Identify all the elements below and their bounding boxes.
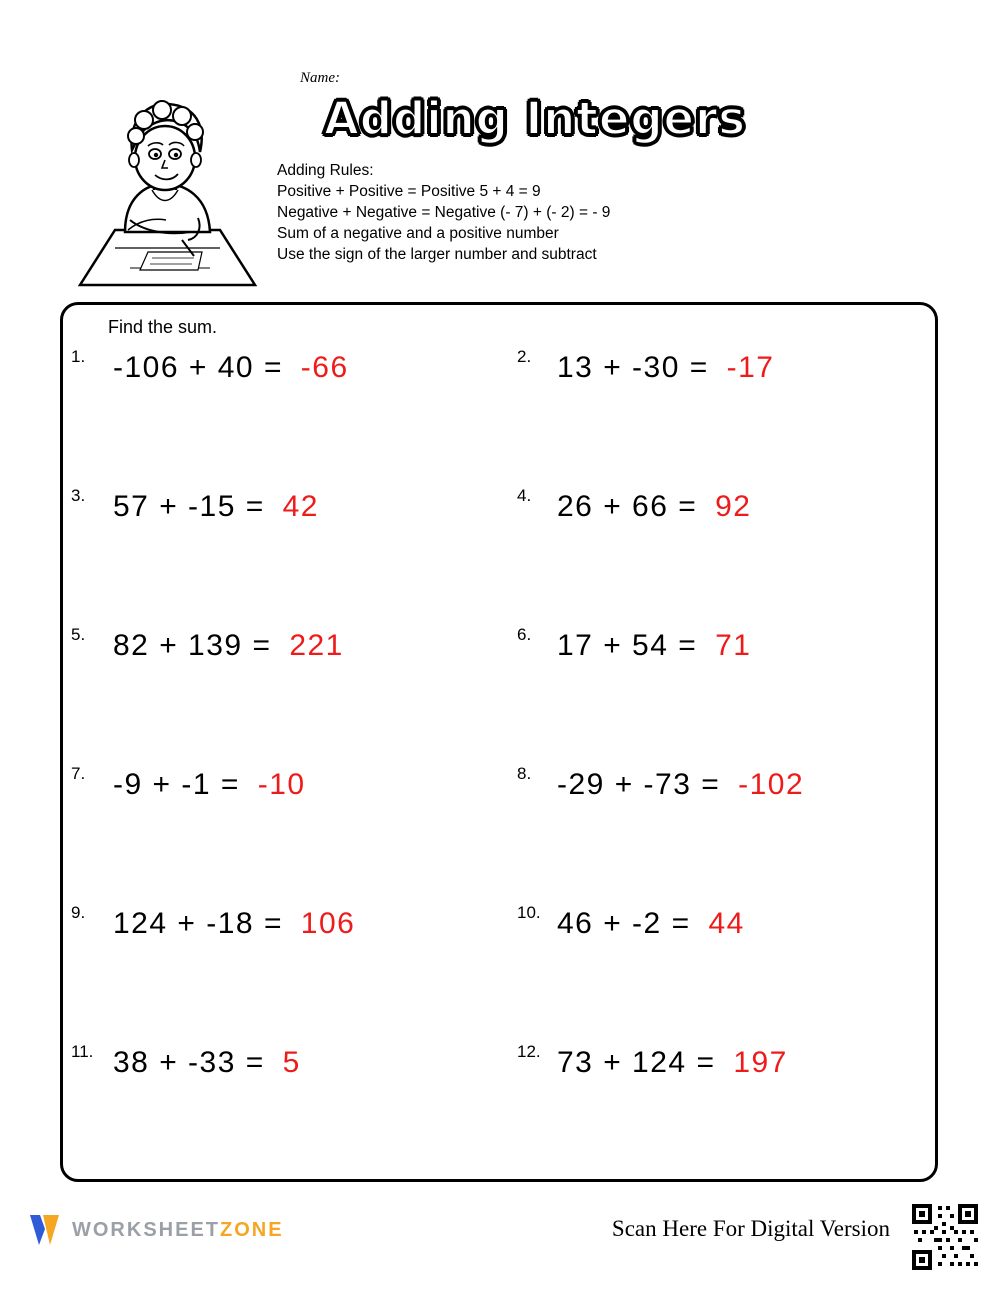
problem-answer: 5 xyxy=(282,1046,301,1079)
name-label: Name: xyxy=(300,70,340,86)
problem-answer: 44 xyxy=(708,907,745,940)
problem-expression xyxy=(557,351,774,385)
v-logo-icon xyxy=(28,1212,62,1248)
problem-number: 6. xyxy=(517,625,532,644)
problem-answer: 106 xyxy=(300,907,356,940)
problem-grid xyxy=(63,343,935,1177)
student-writing-illustration xyxy=(70,80,260,295)
problem-expression xyxy=(113,629,344,663)
problem-item xyxy=(63,482,499,621)
problem-answer: -10 xyxy=(257,768,306,801)
problem-answer: 42 xyxy=(282,490,319,523)
expression-text: 17 + 54 = xyxy=(557,629,708,662)
problem-answer: 92 xyxy=(715,490,752,523)
problem-item xyxy=(499,899,935,1038)
rule-line: Positive + Positive = Positive 5 + 4 = 9 xyxy=(277,183,541,200)
problem-answer: -17 xyxy=(726,351,775,384)
instruction-text: Find the sum. xyxy=(108,317,218,337)
expression-text: -29 + -73 = xyxy=(557,768,731,801)
expression-text: -9 + -1 = xyxy=(113,768,250,801)
expression-text: 57 + -15 = xyxy=(113,490,275,523)
expression-text: 73 + 124 = xyxy=(557,1046,726,1079)
worksheet-header xyxy=(60,60,940,290)
expression-text: 13 + -30 = xyxy=(557,351,719,384)
problem-answer: -66 xyxy=(300,351,349,384)
problem-expression xyxy=(113,768,306,802)
problem-number: 2. xyxy=(517,347,532,366)
rule-line: Sum of a negative and a positive number xyxy=(277,225,559,242)
page-title: Adding Integers xyxy=(323,92,747,145)
logo-word-worksheet: WORKSHEET xyxy=(72,1218,220,1241)
problem-item xyxy=(63,621,499,760)
problem-number: 10. xyxy=(517,903,541,922)
problem-item xyxy=(499,760,935,899)
problem-answer: 197 xyxy=(733,1046,788,1079)
problem-answer: -102 xyxy=(738,768,805,801)
expression-text: 82 + 139 = xyxy=(113,629,282,662)
adding-rules xyxy=(277,160,610,265)
problem-item xyxy=(63,899,499,1038)
problem-number: 9. xyxy=(71,903,86,922)
problem-expression xyxy=(557,768,804,802)
problem-item xyxy=(499,482,935,621)
problem-expression xyxy=(113,351,349,385)
worksheet-zone-logo[interactable] xyxy=(28,1212,284,1248)
expression-text: 124 + -18 = xyxy=(113,907,293,940)
rule-line: Negative + Negative = Negative (- 7) + (- 2) = - 9 xyxy=(277,204,611,221)
problem-number: 4. xyxy=(517,486,532,505)
problem-item xyxy=(499,1038,935,1177)
scan-instruction: Scan Here For Digital Version xyxy=(611,1216,890,1241)
logo-text xyxy=(72,1219,284,1242)
expression-text: 38 + -33 = xyxy=(113,1046,275,1079)
logo-word-zone: ZONE xyxy=(220,1218,284,1241)
problem-expression xyxy=(113,907,355,941)
problem-expression xyxy=(557,490,752,524)
problem-number: 11. xyxy=(71,1042,94,1061)
problem-expression xyxy=(557,1046,788,1080)
problem-item xyxy=(63,343,499,482)
rule-line: Use the sign of the larger number and subtract xyxy=(277,246,597,263)
problem-number: 7. xyxy=(71,764,86,783)
problem-expression xyxy=(113,1046,301,1080)
problem-item xyxy=(499,343,935,482)
problem-expression xyxy=(113,490,319,524)
problem-answer: 221 xyxy=(289,629,344,662)
problem-item xyxy=(63,760,499,899)
problem-item xyxy=(63,1038,499,1177)
rules-heading: Adding Rules: xyxy=(277,162,374,179)
problem-number: 1. xyxy=(71,347,86,366)
problem-expression xyxy=(557,907,745,941)
problem-number: 5. xyxy=(71,625,86,644)
expression-text: -106 + 40 = xyxy=(113,351,293,384)
problem-expression xyxy=(557,629,752,663)
problem-answer: 71 xyxy=(715,629,752,662)
problem-item xyxy=(499,621,935,760)
worksheet-body xyxy=(60,302,938,1182)
expression-text: 26 + 66 = xyxy=(557,490,708,523)
problem-number: 8. xyxy=(517,764,532,783)
page-footer xyxy=(0,1194,1000,1274)
qr-code-icon[interactable] xyxy=(908,1200,982,1274)
problem-number: 3. xyxy=(71,486,86,505)
problem-number: 12. xyxy=(517,1042,541,1061)
expression-text: 46 + -2 = xyxy=(557,907,701,940)
